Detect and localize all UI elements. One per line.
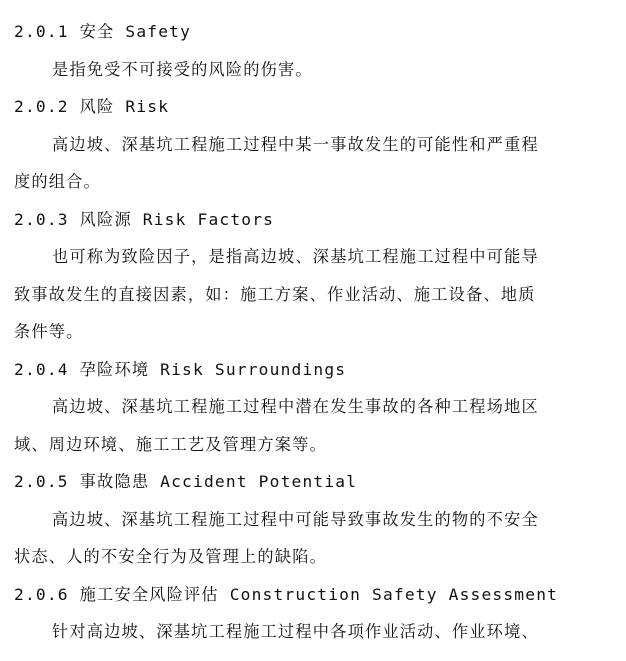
- section-text-line: 状态、人的不安全行为及管理上的缺陷。: [14, 547, 327, 566]
- section-text-line: 高边坡、深基坑工程施工过程中潜在发生事故的各种工程场地区: [52, 397, 539, 416]
- section-heading-2-0-6: 2.0.6 施工安全风险评估 Construction Safety Assessment: [14, 585, 559, 604]
- section-text-line: 也可称为致险因子，是指高边坡、深基坑工程施工过程中可能导: [52, 247, 539, 266]
- section-text-line: 域、周边环境、施工工艺及管理方案等。: [14, 435, 327, 454]
- section-text-line: 致事故发生的直接因素，如：施工方案、作业活动、施工设备、地质: [14, 285, 536, 304]
- section-text-line: 针对高边坡、深基坑工程施工过程中各项作业活动、作业环境、: [52, 622, 539, 641]
- section-heading-2-0-3: 2.0.3 风险源 Risk Factors: [14, 210, 275, 229]
- section-text-line: 是指免受不可接受的风险的伤害。: [52, 60, 313, 79]
- section-text-line: 高边坡、深基坑工程施工过程中某一事故发生的可能性和严重程: [52, 135, 539, 154]
- section-heading-2-0-5: 2.0.5 事故隐患 Accident Potential: [14, 472, 358, 491]
- section-text-line: 条件等。: [14, 322, 84, 341]
- section-heading-2-0-4: 2.0.4 孕险环境 Risk Surroundings: [14, 360, 347, 379]
- section-heading-2-0-2: 2.0.2 风险 Risk: [14, 97, 170, 116]
- section-text-line: 度的组合。: [14, 172, 101, 191]
- section-text-line: 高边坡、深基坑工程施工过程中可能导致事故发生的物的不安全: [52, 510, 539, 529]
- section-heading-2-0-1: 2.0.1 安全 Safety: [14, 22, 192, 41]
